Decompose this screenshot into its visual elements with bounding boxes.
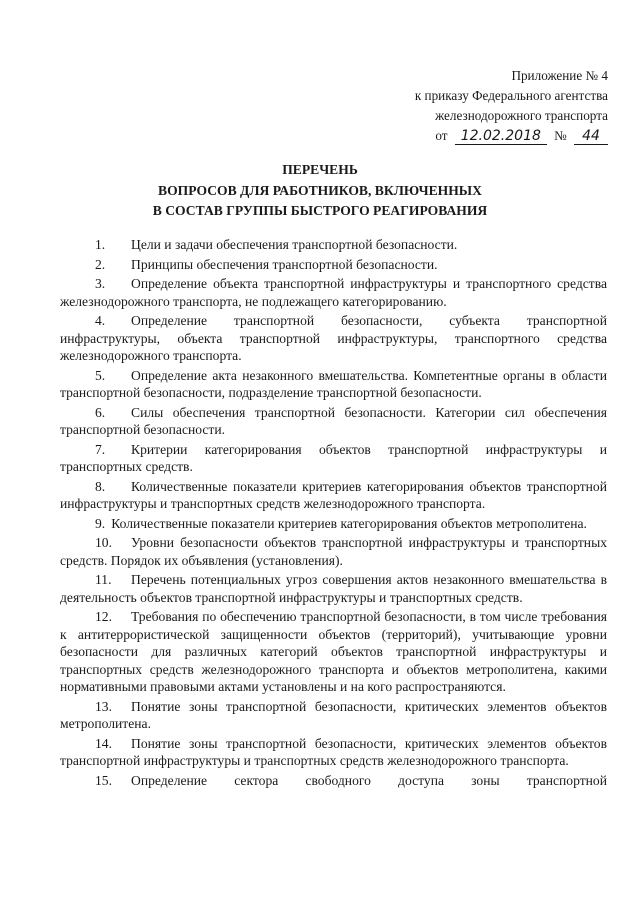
item-number: 2. — [95, 256, 106, 272]
item-text: Понятие зоны транспортной безопасности, критических элементов объектов транспортной инфраструктуры и транспортных средств железнодорожного транспорта. — [60, 735, 607, 768]
list-item — [60, 367, 607, 402]
item-text: Цели и задачи обеспечения транспортной безопасности. — [131, 237, 458, 252]
item-text: Критерии категорирования объектов транспортной инфраструктуры и транспортных средств. — [60, 441, 607, 474]
item-number: 12. — [95, 609, 112, 624]
item-number: 4. — [95, 313, 106, 328]
list-item — [60, 236, 607, 254]
from-label: от — [435, 128, 448, 143]
list-item — [60, 256, 607, 274]
item-number: 5. — [95, 367, 106, 383]
questions-list — [60, 236, 607, 791]
item-text: Количественные показатели критериев категорирования объектов метрополитена. — [111, 515, 587, 531]
item-number: 13. — [95, 698, 112, 714]
list-item — [60, 275, 607, 310]
list-item — [60, 515, 607, 533]
item-text: Силы обеспечения транспортной безопасности. Категории сил обеспечения транспортной безопасности. — [60, 404, 607, 437]
appendix-agency: железнодорожного транспорта — [435, 108, 608, 123]
item-number: 11. — [95, 572, 112, 587]
list-item — [60, 735, 607, 770]
item-text: Количественные показатели критериев категорирования объектов транспортной инфраструктуры и транспортных средств железнодорожного транспорта. — [60, 478, 607, 511]
list-item — [60, 698, 607, 733]
item-text: Определение сектора свободного доступа зоны транспортной — [131, 772, 607, 788]
appendix-number: Приложение № 4 — [511, 68, 608, 83]
item-text: Перечень потенциальных угроз совершения актов незаконного вмешательства в деятельность объектов транспортной инфраструктуры и транспортных средств. — [60, 572, 607, 605]
item-text: Принципы обеспечения транспортной безопасности. — [131, 256, 438, 272]
item-number: 14. — [95, 735, 112, 751]
list-item — [60, 608, 607, 696]
appendix-header — [308, 66, 608, 146]
list-item — [60, 534, 607, 569]
item-text: Уровни безопасности объектов транспортной инфраструктуры и транспортных средств. Порядок их объявления (установления). — [60, 535, 607, 568]
appendix-date-number-line — [308, 126, 608, 146]
item-text: Понятие зоны транспортной безопасности, критических элементов объектов метрополитена. — [60, 698, 607, 731]
list-item — [60, 571, 607, 606]
list-item — [60, 772, 607, 790]
appendix-order-ref: к приказу Федерального агентства — [414, 88, 608, 103]
item-text: Определение акта незаконного вмешательства. Компетентные органы в области транспортной безопасности, подразделение транспортной безопасности. — [60, 367, 607, 400]
item-number: 15. — [95, 772, 112, 788]
item-text: Определение объекта транспортной инфраструктуры и транспортного средства железнодорожного транспорта, не подлежащего категорированию. — [60, 276, 607, 309]
list-item — [60, 478, 607, 513]
document-title — [0, 160, 640, 222]
title-line-2: ВОПРОСОВ ДЛЯ РАБОТНИКОВ, ВКЛЮЧЕННЫХ — [158, 182, 482, 198]
number-label: № — [554, 128, 567, 143]
list-item — [60, 404, 607, 439]
item-text: Требования по обеспечению транспортной безопасности, в том числе требования к антитеррористической защищенности объектов (территорий), учитывающие уровни безопасности для различных категорий объектов транспортной инфраструктуры и транспортных средств железнодорожного транспорта и объектов метрополитена, какими нормативными правовыми актами установлены и на кого распространяются. — [60, 609, 607, 694]
item-number: 8. — [95, 478, 106, 494]
list-item — [60, 441, 607, 476]
item-number: 10. — [95, 535, 112, 550]
item-number: 1. — [95, 237, 106, 252]
title-line-3: В СОСТАВ ГРУППЫ БЫСТРОГО РЕАГИРОВАНИЯ — [152, 203, 488, 218]
title-line-1: ПЕРЕЧЕНЬ — [282, 162, 358, 177]
handwritten-date: 12.02.2018 — [455, 128, 547, 145]
item-number: 7. — [95, 441, 106, 457]
item-text: Определение транспортной безопасности, субъекта транспортной инфраструктуры, объекта транспортной инфраструктуры, транспортного средства железнодорожного транспорта. — [60, 313, 607, 363]
item-number: 6. — [95, 404, 106, 420]
item-number: 3. — [95, 276, 106, 291]
list-item — [60, 312, 607, 365]
handwritten-number: 44 — [574, 128, 608, 145]
item-number: 9. — [95, 515, 106, 531]
